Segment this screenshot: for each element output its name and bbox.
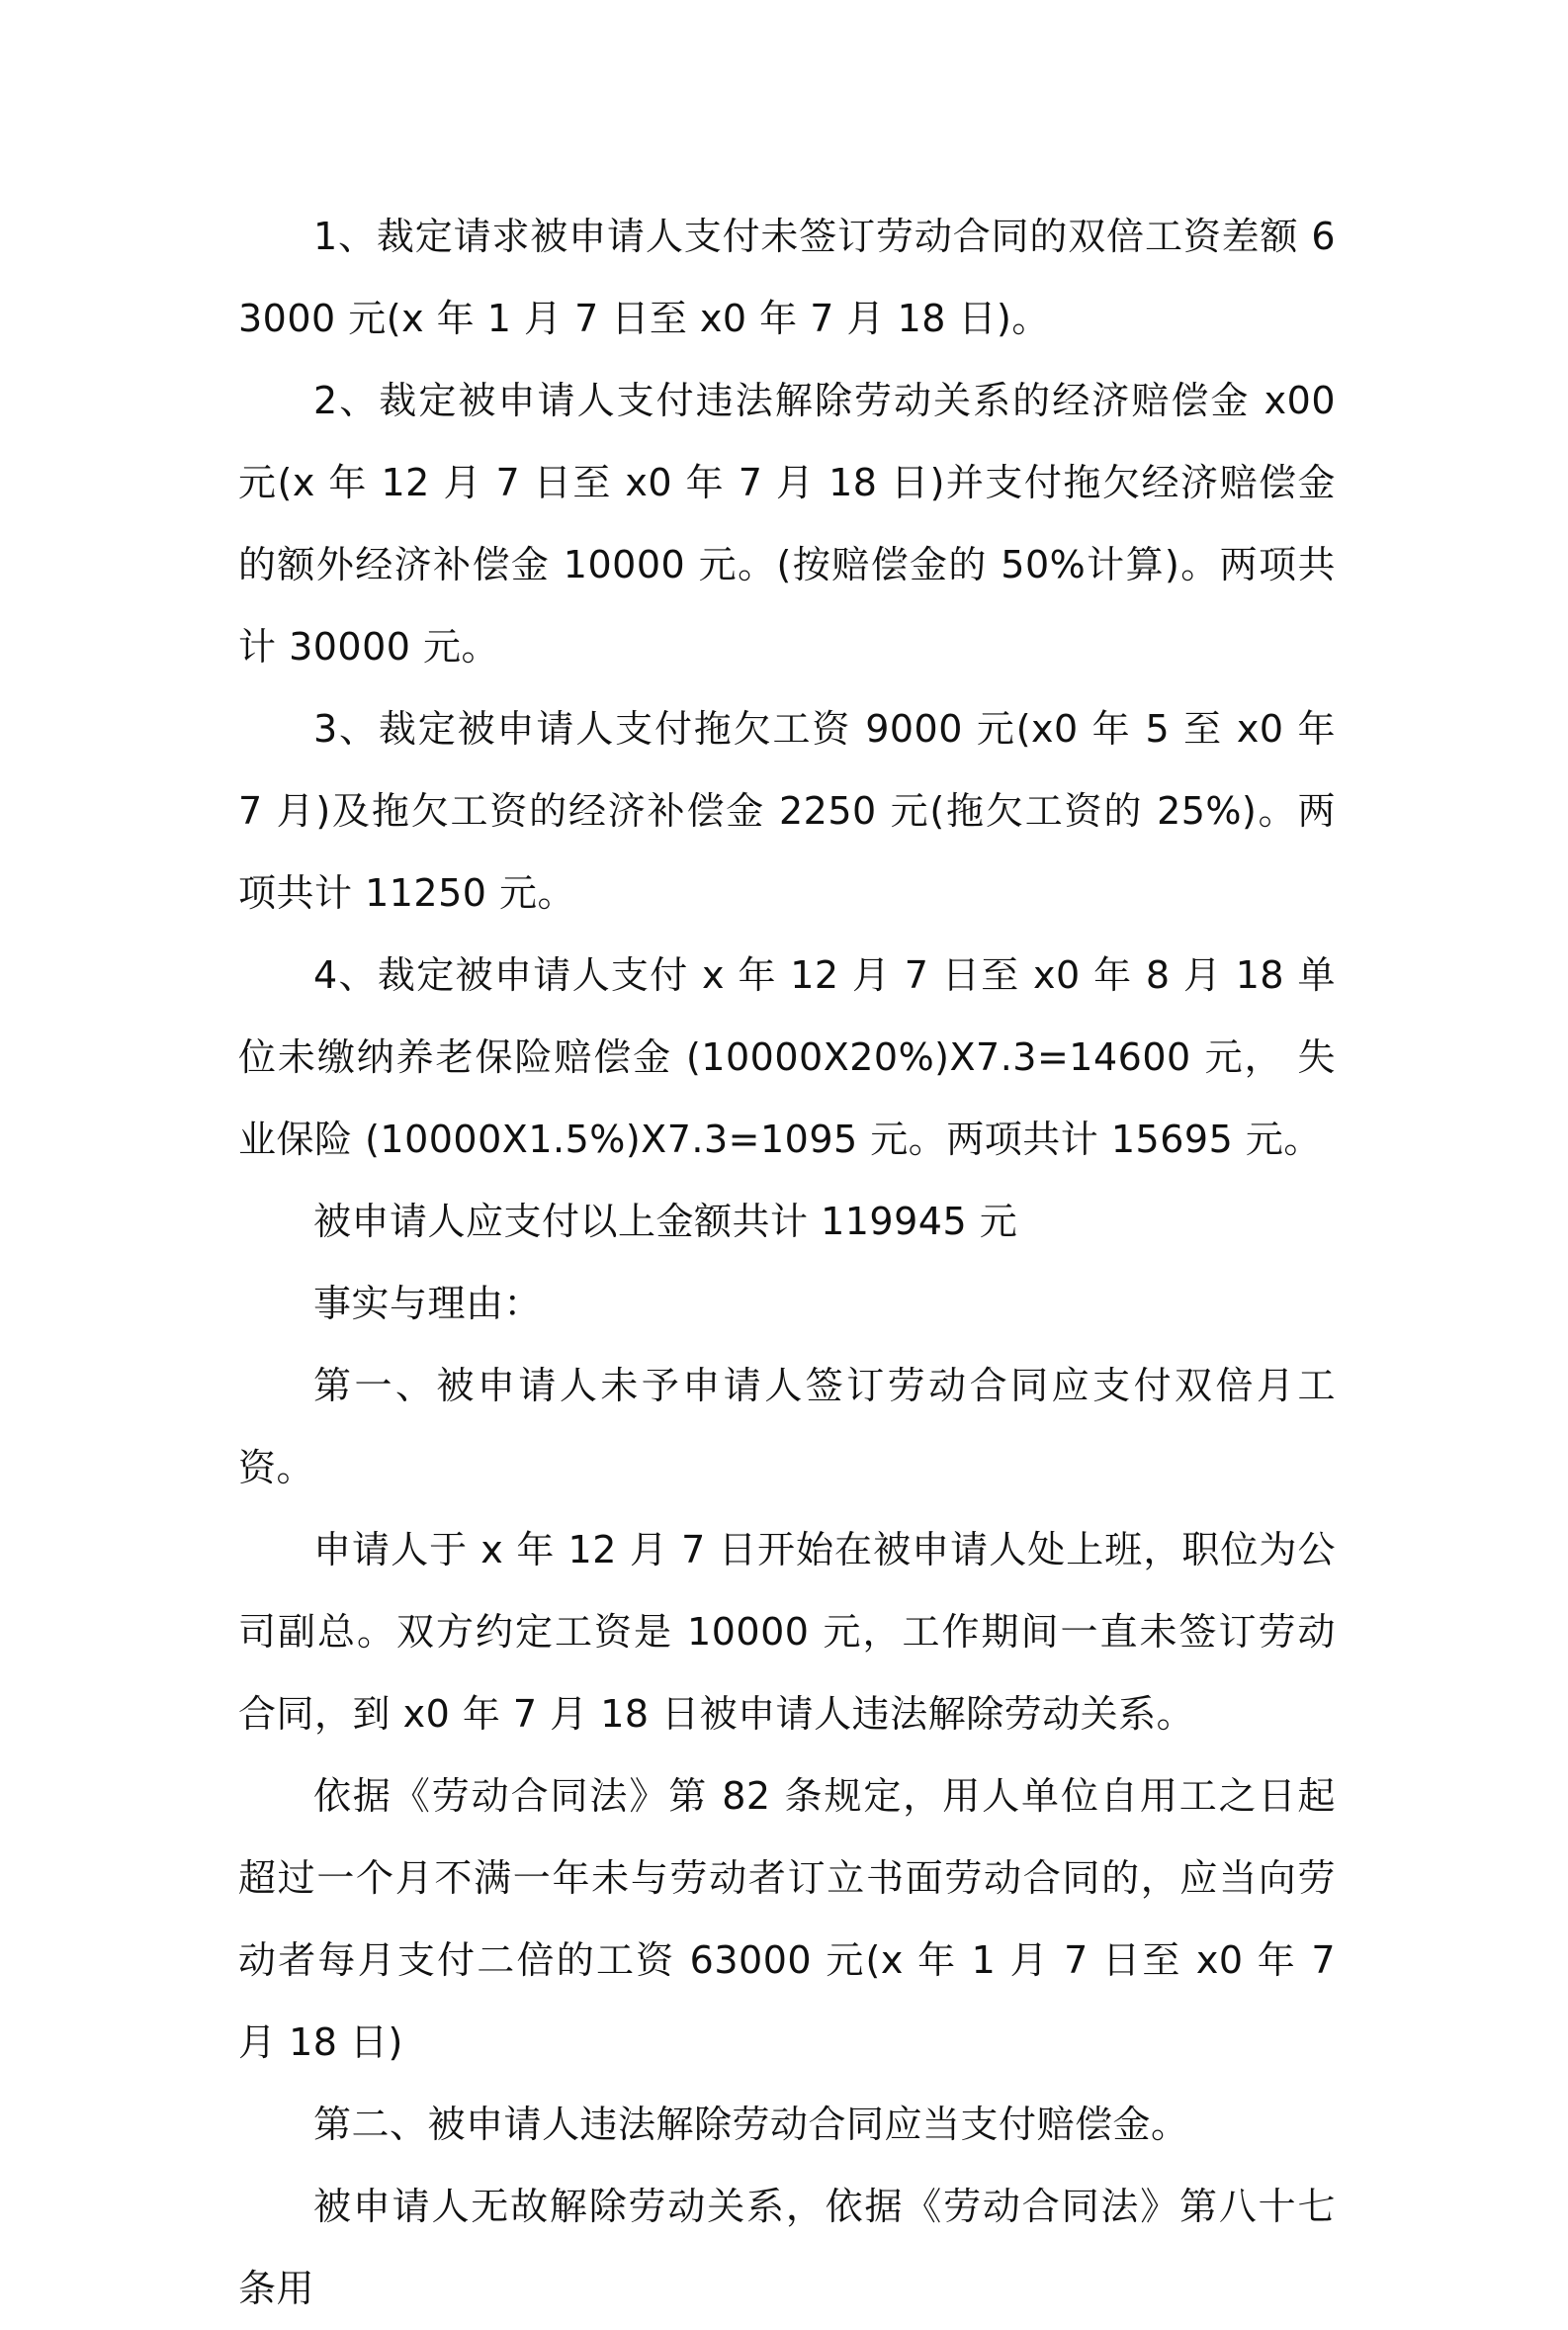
- claim-2-paragraph: 2、裁定被申请人支付违法解除劳动关系的经济赔偿金 x00 元(x 年 12 月 7 日至 x0 年 7 月 18 日)并支付拖欠经济赔偿金的额外经济补偿金 10000 元。(按赔偿金的 50%计算)。两项共计 30000 元。: [238, 379, 1336, 669]
- claim-4-paragraph: 4、裁定被申请人支付 x 年 12 月 7 日至 x0 年 8 月 18 单位未缴纳养老保险赔偿金 (10000X20%)X7.3=14600 元， 失业保险 (10000X1.5%)X7.3=1095 元。两项共计 15695 元。: [238, 953, 1336, 1161]
- reason-1-facts-paragraph: 申请人于 x 年 12 月 7 日开始在被申请人处上班，职位为公司副总。双方约定工资是 10000 元，工作期间一直未签订劳动合同，到 x0 年 7 月 18 日被申请人违法解除劳动关系。: [238, 1528, 1336, 1736]
- total-amount-paragraph: 被申请人应支付以上金额共计 119945 元: [313, 1200, 1018, 1243]
- reason-1-legal-basis-paragraph: 依据《劳动合同法》第 82 条规定，用人单位自用工之日起超过一个月不满一年未与劳动者订立书面劳动合同的，应当向劳动者每月支付二倍的工资 63000 元(x 年 1 月 7 日至 x0 年 7 月 18 日): [238, 1774, 1336, 2064]
- reason-1-heading: 第一、被申请人未予申请人签订劳动合同应支付双倍月工资。: [238, 1364, 1336, 1489]
- reason-2-heading: 第二、被申请人违法解除劳动合同应当支付赔偿金。: [313, 2103, 1189, 2146]
- facts-heading: 事实与理由：: [313, 1282, 543, 1325]
- reason-2-paragraph: 被申请人无故解除劳动关系，依据《劳动合同法》第八十七条用: [238, 2185, 1336, 2310]
- document-body: [238, 196, 1336, 2330]
- claim-1-paragraph: 1、裁定请求被申请人支付未签订劳动合同的双倍工资差额 63000 元(x 年 1 月 7 日至 x0 年 7 月 18 日)。: [238, 215, 1336, 340]
- claim-3-paragraph: 3、裁定被申请人支付拖欠工资 9000 元(x0 年 5 至 x0 年 7 月)及拖欠工资的经济补偿金 2250 元(拖欠工资的 25%)。两项共计 11250 元。: [238, 707, 1336, 915]
